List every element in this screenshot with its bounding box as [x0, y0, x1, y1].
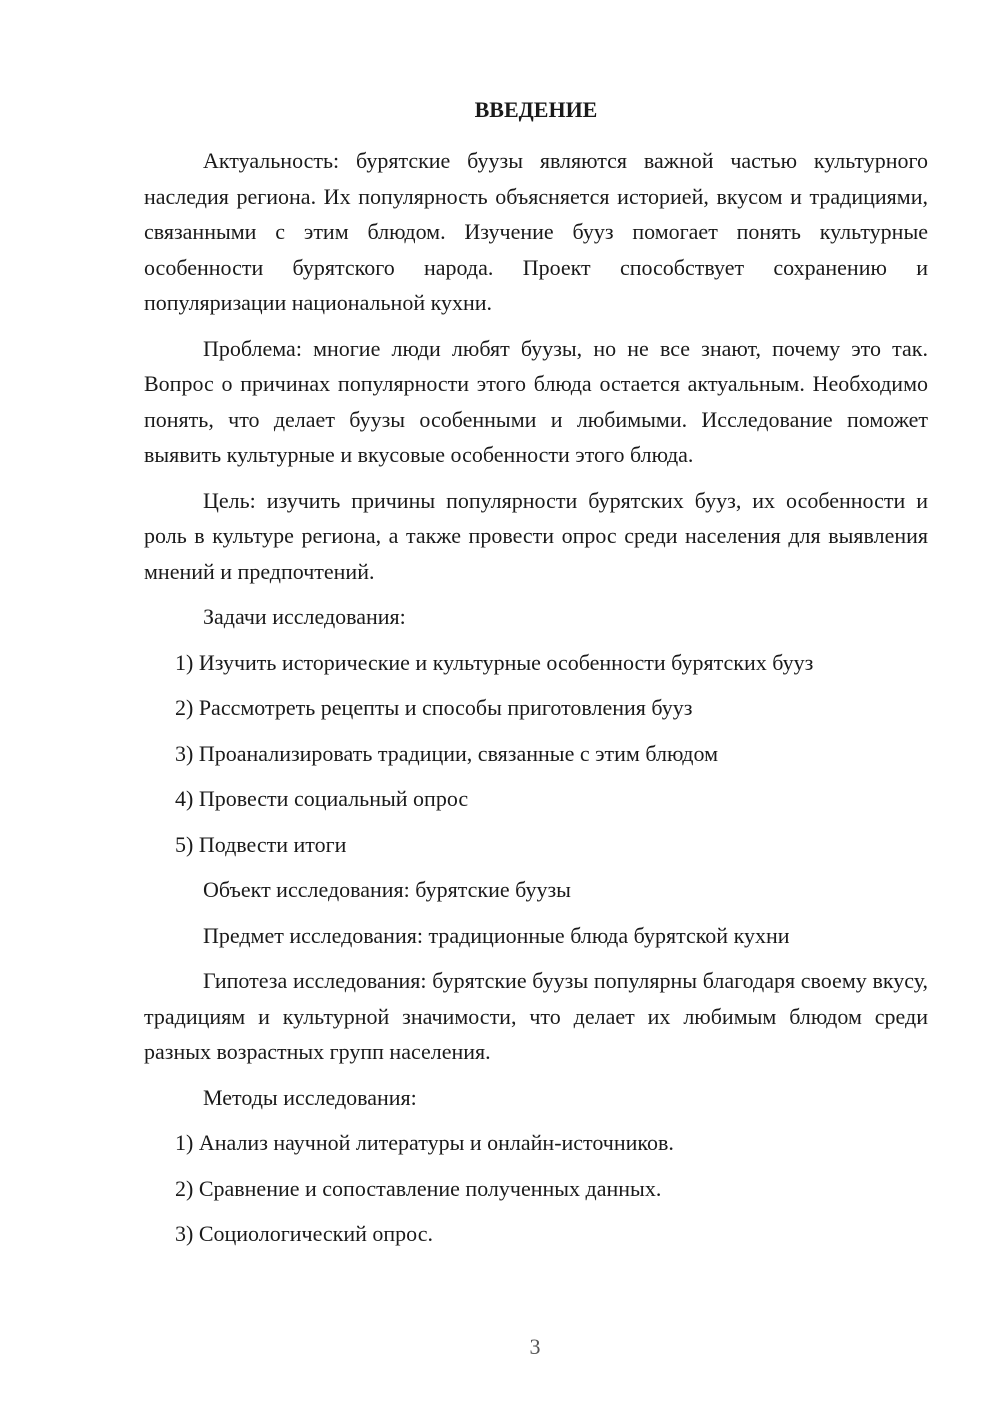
- tasks-title: Задачи исследования:: [203, 604, 406, 629]
- list-item: 5) Подвести итоги: [175, 831, 347, 857]
- list-item: 2) Рассмотреть рецепты и способы приготовления бууз: [175, 695, 693, 720]
- problem-paragraph: Проблема: многие люди любят буузы, но не все знают, почему это так. Вопрос о причинах популярности этого блюда остается актуальным. Необходимо понять, что делает буузы особенными и любимыми. Исследование поможет выявить культурные и вкусовые особенности этого блюда.: [144, 335, 928, 467]
- object-line: Объект исследования: бурятские буузы: [203, 877, 571, 902]
- page-number: 3: [529, 1334, 541, 1359]
- list-item: 1) Изучить исторические и культурные особенности бурятских бууз: [175, 649, 814, 675]
- methods-list: [144, 1125, 928, 1252]
- section-heading: ВВЕДЕНИЕ: [474, 97, 598, 122]
- relevance-paragraph: Актуальность: бурятские буузы являются важной частью культурного наследия региона. Их популярность объясняется историей, вкусом и традициями, связанными с этим блюдом. Изучение бууз помогает понять культурные особенности бурятского народа. Проект способствует сохранению и популяризации национальной кухни.: [144, 148, 928, 315]
- hypothesis-paragraph: Гипотеза исследования: бурятские буузы популярны благодаря своему вкусу, традициям и культурной значимости, что делает их любимым блюдом среди разных возрастных групп населения.: [144, 968, 928, 1064]
- methods-title: Методы исследования:: [203, 1084, 417, 1110]
- subject-line: Предмет исследования: традиционные блюда бурятской кухни: [203, 922, 790, 948]
- list-item: 1) Анализ научной литературы и онлайн-источников.: [175, 1130, 674, 1155]
- list-item: 3) Проанализировать традиции, связанные с этим блюдом: [175, 740, 718, 766]
- list-item: 4) Провести социальный опрос: [175, 786, 469, 811]
- document-page: [144, 95, 928, 1262]
- list-item: 2) Сравнение и сопоставление полученных данных.: [175, 1175, 662, 1201]
- goal-paragraph: Цель: изучить причины популярности бурятских бууз, их особенности и роль в культуре региона, а также провести опрос среди населения для выявления мнений и предпочтений.: [144, 487, 928, 584]
- tasks-list: [144, 645, 928, 863]
- list-item: 3) Социологический опрос.: [175, 1221, 433, 1246]
